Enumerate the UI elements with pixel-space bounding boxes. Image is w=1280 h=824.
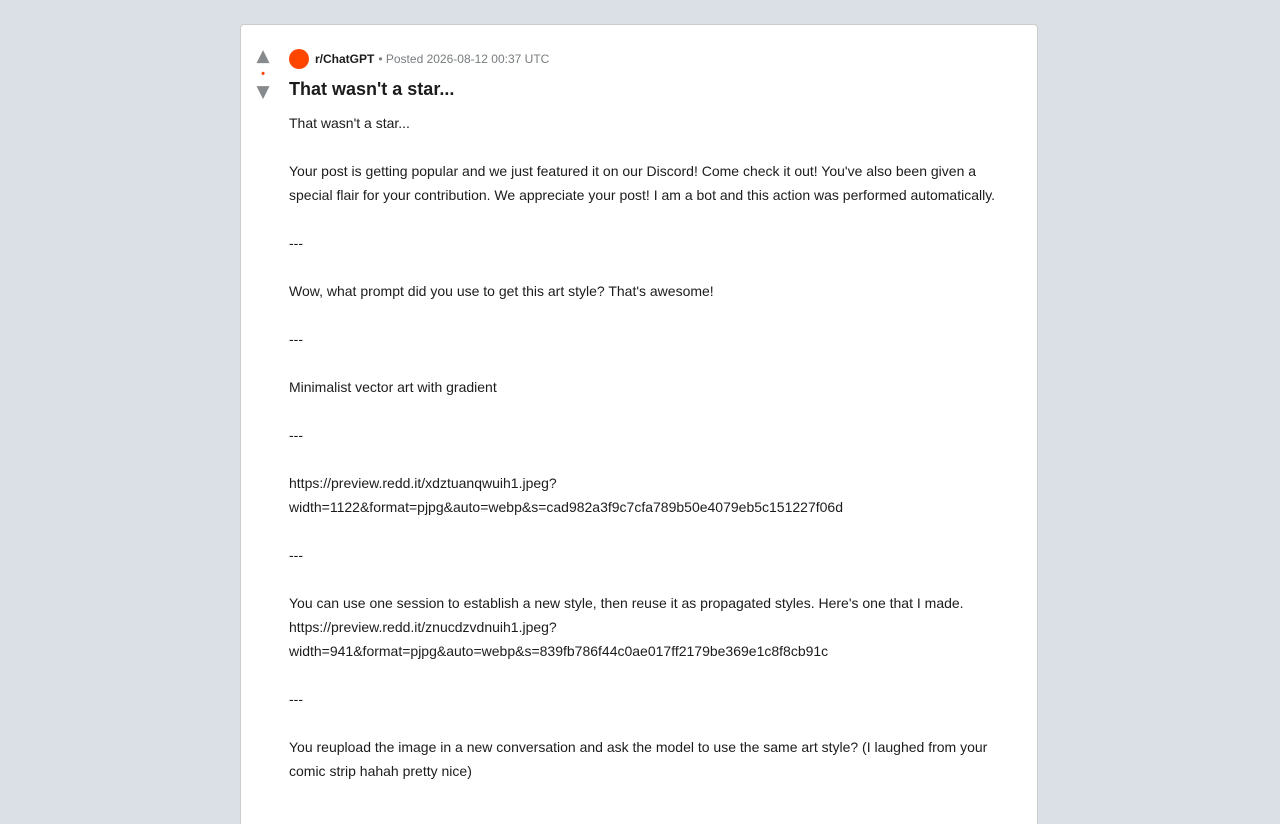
subreddit-link[interactable]: r/ChatGPT — [315, 52, 375, 66]
body-paragraph: Your post is getting popular and we just featured it on our Discord! Come check it out! You've also been given a special flair for your contribution. We appreciate your post! I am a bot and this action was performed automatically. — [289, 163, 996, 203]
post-card — [240, 24, 1038, 824]
body-paragraph: https://preview.redd.it/xdztuanqwuih1.jpeg? width=1122&format=pjpg&auto=webp&s=cad982a3f9c7cfa789b50e4079eb5c151227f06d — [289, 475, 843, 515]
comment-separator: --- — [289, 547, 303, 563]
body-paragraph: You reupload the image in a new conversation and ask the model to use the same art style? (I laughed from your comic strip hahah pretty nice) — [289, 739, 988, 779]
body-paragraph: You can use one session to establish a new style, then reuse it as propagated styles. Here's one that I made. https://preview.redd.it/znucdzvdnuih1.jpeg? width=941&format=pjpg&auto=webp&s=839fb786f44c0ae017ff2179be369e1c8f8cb91c — [289, 595, 964, 659]
upvote-icon[interactable]: ▲ — [256, 46, 270, 66]
post-content — [289, 49, 1009, 807]
post-body — [289, 111, 1009, 783]
post-meta — [289, 49, 1009, 69]
body-paragraph: Minimalist vector art with gradient — [289, 379, 497, 395]
vote-column — [249, 47, 277, 101]
comment-separator: --- — [289, 691, 303, 707]
post-title[interactable]: That wasn't a star... — [289, 79, 455, 99]
body-paragraph: That wasn't a star... — [289, 115, 410, 131]
body-paragraph: Wow, what prompt did you use to get this art style? That's awesome! — [289, 283, 714, 299]
downvote-icon[interactable]: ▼ — [256, 82, 270, 102]
post-timestamp: • Posted 2026-08-12 00:37 UTC — [378, 52, 550, 66]
comment-separator: --- — [289, 427, 303, 443]
comment-separator: --- — [289, 331, 303, 347]
subreddit-avatar-icon[interactable] — [289, 49, 309, 69]
comment-separator: --- — [289, 235, 303, 251]
vote-score: • — [261, 68, 265, 80]
